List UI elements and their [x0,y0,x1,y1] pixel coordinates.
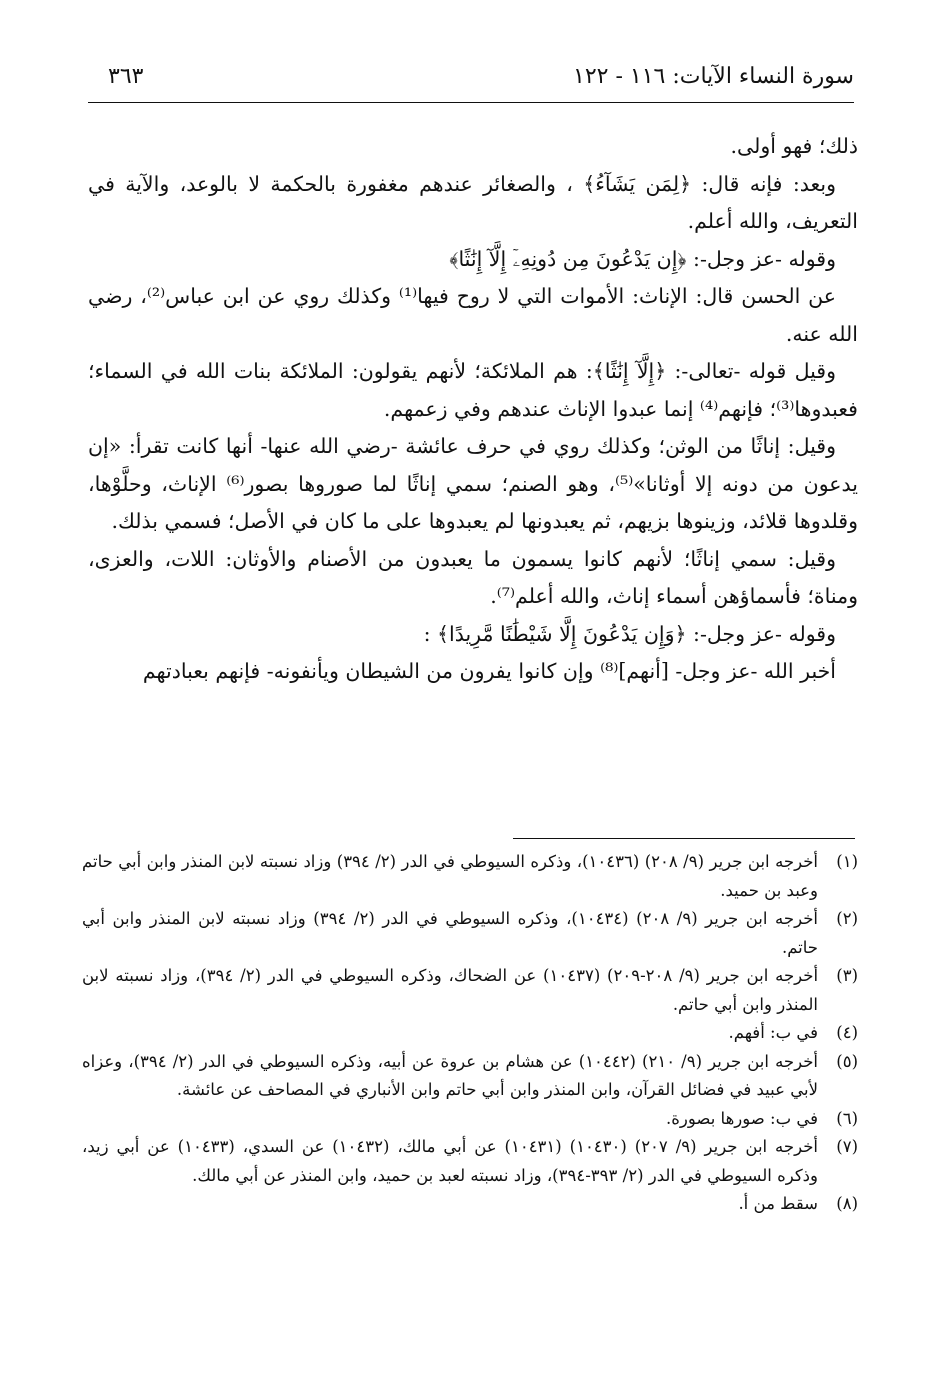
page-number: ٣٦٣ [108,64,144,89]
paragraph: وبعد: فإنه قال: ﴿لِمَن يَشَآءُ﴾ ، والصغائر عندهم مغفورة بالحكمة لا بالوعد، والآية في التعريف، والله أعلم. [88,171,858,233]
paragraph: وقوله -عز وجل-: ﴿إِن يَدْعُونَ مِن دُونِهِۦٓ إِلَّآ إِنَٰثًا﴾ [449,246,836,271]
paragraph: وقيل: سمي إناثًا؛ لأنهم كانوا يسمون ما يعبدون من الأصنام والأوثان: اللات، والعزى، ومناة؛ فأسماؤهن أسماء إناث، والله أعلم⁽⁷⁾. [88,546,858,608]
paragraph: وقوله -عز وجل-: ﴿وَإِن يَدْعُونَ إِلَّا شَيْطَٰنًا مَّرِيدًا﴾ : [423,621,836,646]
footnote [82,1190,858,1219]
footnote-number: (٥) [836,1051,858,1071]
page-header [88,62,854,103]
footnote-number: (٤) [836,1023,858,1042]
footnote-number: (٢) [836,909,858,928]
footnote-text: سقط من أ. [738,1194,818,1213]
footnote-text: أخرجه ابن جرير (٩/ ٢٠٧) (١٠٤٣٠) (١٠٤٣١) عن أبي مالك، (١٠٤٣٢) عن السدي، (١٠٤٣٣) عن أبي زيد، وذكره السيوطي في الدر (٢/ ٣٩٣-٣٩٤)، وزاد نسبته لعبد بن حميد، وابن المنذر عن أبي مالك. [82,1137,818,1185]
footnote [82,848,858,905]
footnote [82,1048,858,1105]
footnote-number: (٧) [836,1137,858,1156]
paragraph: أخبر الله -عز وجل- [أنهم]⁽⁸⁾ وإن كانوا يفرون من الشيطان ويأنفونه- فإنهم بعبادتهم [142,659,836,683]
paragraph: وقيل: إناثًا من الوثن؛ وكذلك روي في حرف عائشة -رضي الله عنها- أنها كانت تقرأ: «إن يدعون من دونه إلا أوثانا»⁽⁵⁾، وهو الصنم؛ سمي إناثًا لما صوروها بصور⁽⁶⁾ الإناث، وحلَّوْها، وقلدوها قلائد، وزينوها بزيهم، ثم يعبدونها لم يعبدوها على ما كان في الأصل؛ فسمي بذلك. [88,434,858,533]
footnote [82,905,858,962]
footnote-text: في ب: صورها بصورة. [666,1108,818,1128]
footnote-number: (٣) [836,966,858,985]
main-text [88,128,858,691]
footnote-number: (٦) [836,1108,858,1128]
footnote-number: (٨) [836,1194,858,1213]
footnote-text: أخرجه ابن جرير (٩/ ٢٠٨-٢٠٩) (١٠٤٣٧) عن الضحاك، وذكره السيوطي في الدر (٢/ ٣٩٤)، وزاد نسبته لابن المنذر وابن أبي حاتم. [82,966,819,1014]
footnotes [82,848,858,1219]
footnote [82,1133,858,1190]
footnote-separator [513,838,855,839]
paragraph: عن الحسن قال: الإناث: الأموات التي لا روح فيها⁽¹⁾ وكذلك روي عن ابن عباس⁽²⁾، رضي الله عنه. [88,284,858,346]
footnote-number: (١) [836,852,858,871]
footnote-text: في ب: أفهم. [728,1023,818,1042]
footnote-text: أخرجه ابن جرير (٩/ ٢٠٨) (١٠٤٣٦)، وذكره السيوطي في الدر (٢/ ٣٩٤) وزاد نسبته لابن المنذر وابن أبي حاتم وعبد بن حميد. [82,852,819,900]
running-title: سورة النساء الآيات: ١١٦ - ١٢٢ [573,64,854,89]
footnote [82,962,858,1019]
footnote-text: أخرجه ابن جرير (٩/ ٢٠٨) (١٠٤٣٤)، وذكره السيوطي في الدر (٢/ ٣٩٤) وزاد نسبته لابن المنذر وابن أبي حاتم. [82,909,818,957]
footnote [82,1105,858,1134]
paragraph: ذلك؛ فهو أولى. [730,134,858,158]
footnote-text: أخرجه ابن جرير (٩/ ٢١٠) (١٠٤٤٢) عن هشام بن عروة عن أبيه، وذكره السيوطي في الدر (٢/ ٣٩٤)، وعزاه لأبي عبيد في فضائل القرآن، وابن المنذر وابن أبي حاتم وابن الأنباري في المصاحف عن عائشة. [82,1051,819,1099]
paragraph: وقيل قوله -تعالى-: ﴿إِلَّآ إِنَٰثًا﴾: هم الملائكة؛ لأنهم يقولون: الملائكة بنات الله في السماء؛ فعبدوها⁽³⁾؛ فإنهم⁽⁴⁾ إنما عبدوا الإناث عندهم وفي زعمهم. [88,359,858,421]
footnote [82,1019,858,1048]
